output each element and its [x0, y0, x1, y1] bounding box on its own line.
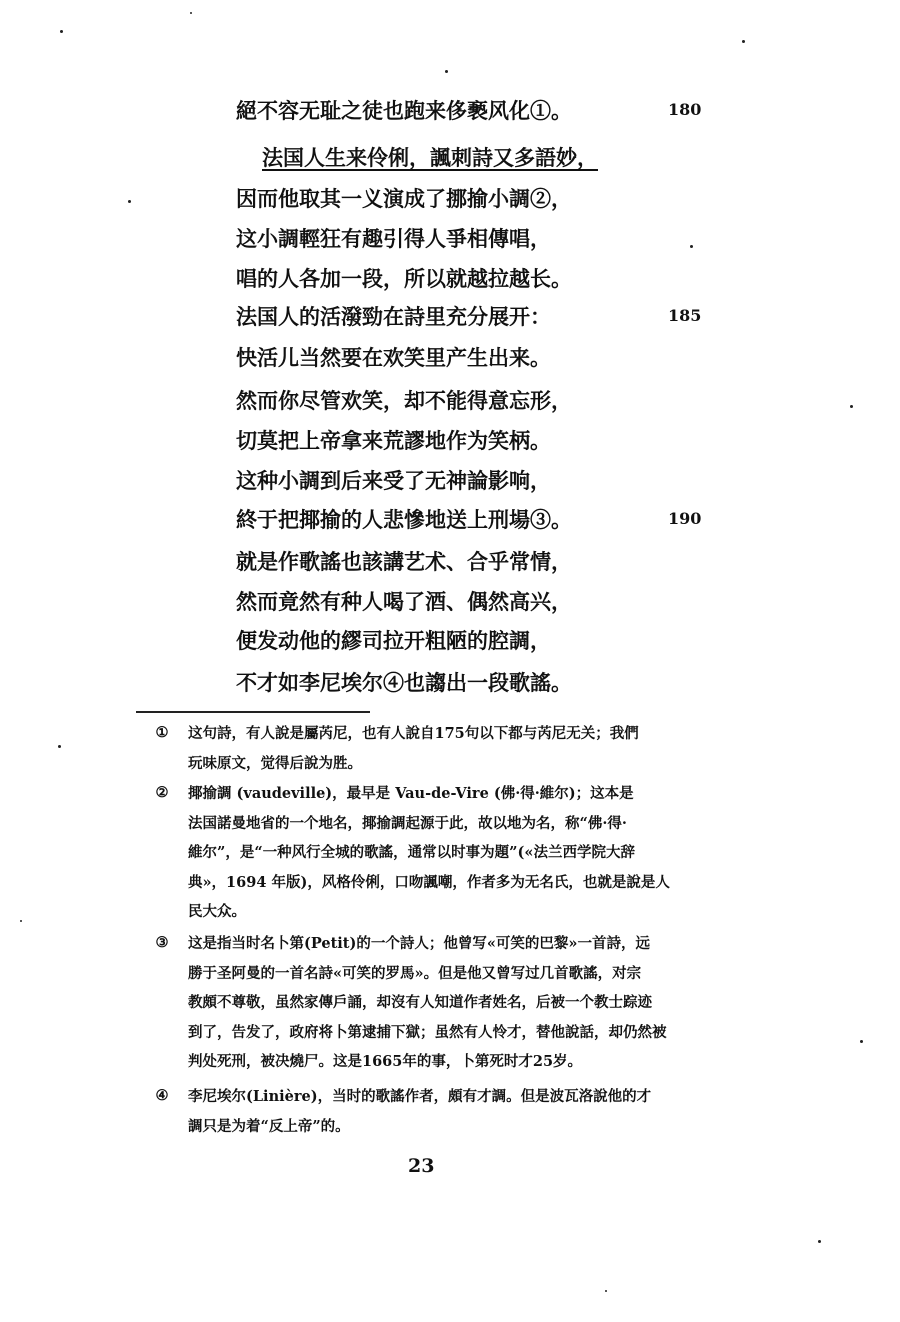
scan-speck — [58, 745, 61, 748]
footnote-line: 調只是为着“反上帝”的。 — [188, 1117, 350, 1135]
scan-speck — [20, 920, 22, 922]
footnote-marker: ① — [155, 724, 169, 741]
scan-speck — [850, 405, 853, 408]
footnote-line: 这句詩，有人說是屬芮尼，也有人說自175句以下都与芮尼无关；我們 — [188, 725, 639, 742]
verse-line — [262, 145, 662, 171]
footnote-marker: ④ — [155, 1087, 169, 1104]
scan-speck — [445, 70, 448, 73]
verse-line: 这小調輕狂有趣引得人爭相傳唱， — [236, 226, 551, 251]
verse-line: 便发动他的繆司拉开粗陋的腔調， — [236, 628, 551, 653]
footnote-line: 到了，告发了，政府将卜第逮捕下獄；虽然有人怜才，替他說話，却仍然被 — [188, 1023, 667, 1041]
footnote-line: 勝于圣阿曼的一首名詩«可笑的罗馬»。但是他又曾写过几首歌謠，对宗 — [188, 964, 642, 982]
footnote-3 — [188, 929, 748, 1077]
scan-speck — [605, 1290, 607, 1292]
scan-speck — [860, 1040, 863, 1043]
line-number: 190 — [668, 509, 702, 528]
verse-line: 切莫把上帝拿来荒謬地作为笑柄。 — [236, 428, 551, 453]
footnote-marker: ③ — [155, 934, 169, 951]
verse-line: 就是作歌謠也該講艺术、合乎常情， — [236, 549, 572, 574]
verse-line: 因而他取其一义演成了挪揄小調②， — [236, 186, 572, 211]
footnote-4 — [188, 1082, 748, 1141]
verse-line-text: 法国人生来伶俐，諷刺詩又多語妙， — [262, 145, 598, 170]
verse-line: 快活儿当然要在欢笑里产生出来。 — [236, 345, 551, 370]
footnote-2 — [188, 779, 748, 927]
verse-line: 終于把揶揄的人悲慘地送上刑場③。 — [236, 507, 572, 532]
footnote-line: 教頗不尊敬，虽然家傳戶誦，却沒有人知道作者姓名，后被一个教士踪迹 — [188, 994, 652, 1011]
footnote-1 — [188, 719, 748, 778]
scan-speck — [128, 200, 131, 203]
scan-speck — [60, 30, 63, 33]
footnote-line: 李尼埃尔(Linière)，当时的歌謠作者，頗有才調。但是波瓦洛說他的才 — [188, 1088, 652, 1105]
footnote-marker: ② — [155, 784, 169, 801]
line-number: 185 — [668, 306, 702, 325]
verse-line: 然而你尽管欢笑，却不能得意忘形， — [236, 388, 572, 413]
scan-speck — [190, 12, 192, 14]
page-number: 23 — [408, 1155, 435, 1177]
footnote-line: 揶揄調 (vaudeville)，最早是 Vau-de-Vire (佛·得·維尔)；这本是 — [188, 785, 634, 802]
verse-line: 絕不容无耻之徒也跑来侈褻风化①。 — [236, 98, 572, 123]
footnote-line: 典»，1694 年版)，风格伶俐，口吻諷嘲，作者多为无名氏，也就是說是人 — [188, 873, 670, 891]
scan-speck — [742, 40, 745, 43]
verse-line: 不才如李尼埃尔④也謅出一段歌謠。 — [236, 670, 572, 695]
footnote-line: 这是指当时名卜第(Petit)的一个詩人；他曾写«可笑的巴黎»一首詩，远 — [188, 935, 650, 952]
footnote-line: 維尔”，是“一种风行全城的歌謠，通常以时事为題”(«法兰西学院大辞 — [188, 844, 635, 861]
verse-line: 然而竟然有种人喝了酒、偶然高兴， — [236, 589, 572, 614]
footnote-line: 玩味原文，觉得后說为胜。 — [188, 754, 362, 772]
footnote-line: 判处死刑，被决燒尸。这是1665年的事，卜第死时才25岁。 — [188, 1053, 583, 1070]
line-number: 180 — [668, 100, 702, 119]
scan-speck — [690, 245, 693, 248]
scan-speck — [818, 1240, 821, 1243]
footnote-line: 民大众。 — [188, 903, 246, 920]
verse-line: 唱的人各加一段，所以就越拉越长。 — [236, 266, 572, 291]
footnote-line: 法国諾曼地省的一个地名，揶揄調起源于此，故以地为名，称“佛·得· — [188, 814, 627, 832]
verse-line: 这种小調到后来受了无神論影响， — [236, 468, 551, 493]
verse-line: 法国人的活潑勁在詩里充分展开： — [236, 304, 551, 329]
footnote-separator — [136, 711, 370, 713]
